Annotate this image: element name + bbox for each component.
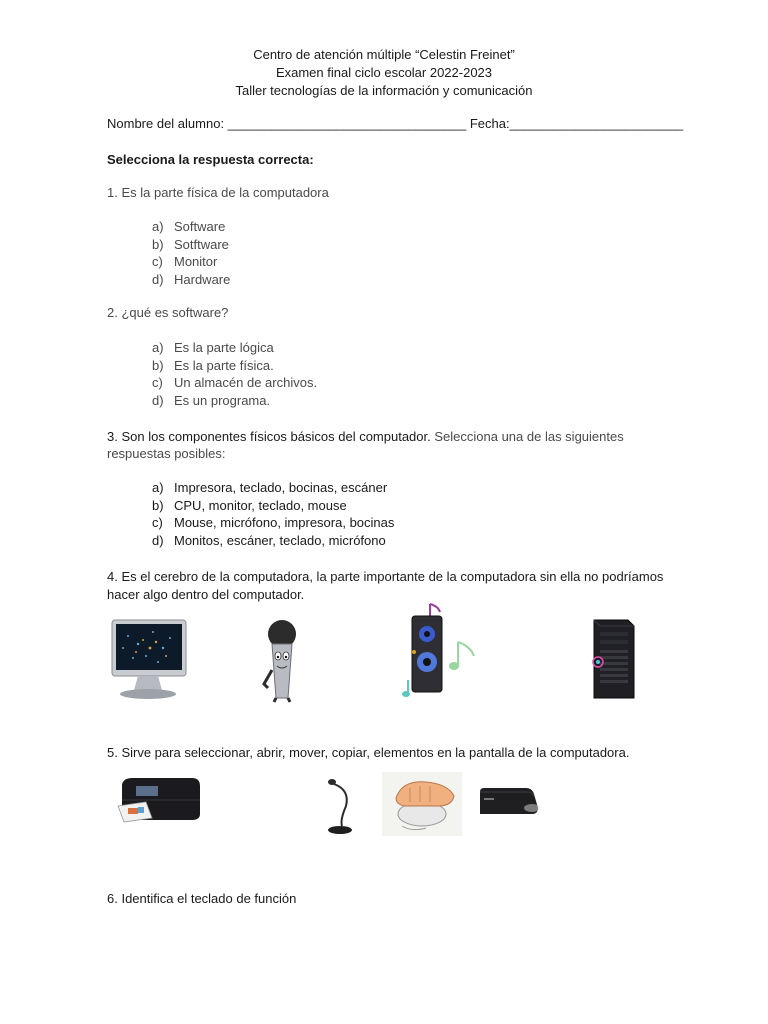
question-6: 6. Identifica el teclado de función — [107, 891, 297, 906]
question-5: 5. Sirve para seleccionar, abrir, mover, copiar, elementos en la pantalla de la computadora. — [107, 745, 630, 760]
option: c) Un almacén de archivos. — [152, 375, 318, 390]
school-name: Centro de atención múltiple “Celestin Freinet” — [253, 47, 515, 62]
question-3 — [107, 428, 624, 445]
question-3-instruction: Selecciona una de las siguientes — [430, 429, 624, 444]
option: d) Monitos, escáner, teclado, micrófono — [152, 532, 386, 548]
question-1: 1. Es la parte física de la computadora — [107, 185, 329, 200]
question-4-line-1: 4. Es el cerebro de la computadora, la parte importante de la computadora sin ella no podríamos — [107, 569, 664, 584]
exam-header — [0, 46, 768, 100]
question-3-text: 3. Son los componentes físicos básicos del computador. — [107, 429, 431, 444]
option: a) Software — [152, 219, 226, 234]
exam-title: Examen final ciclo escolar 2022-2023 — [275, 65, 493, 80]
option: b) Sotftware — [152, 236, 229, 252]
hand-mouse-image — [382, 772, 462, 836]
option: a) Es la parte lógica — [152, 340, 274, 355]
option: a) Impresora, teclado, bocinas, escáner — [152, 480, 388, 495]
question-2-options — [152, 339, 317, 409]
option: b) Es la parte física. — [152, 357, 274, 373]
question-4-line-2: hacer algo dentro del computador. — [107, 587, 305, 602]
student-name-date-line: Nombre del alumno: _________________________________ Fecha:________________________ — [107, 116, 684, 131]
printer-image — [116, 774, 204, 826]
option: b) CPU, monitor, teclado, mouse — [152, 497, 347, 513]
question-2: 2. ¿qué es software? — [107, 305, 229, 320]
cpu-tower-image — [586, 618, 638, 702]
option: d) Es un programa. — [152, 392, 271, 408]
speaker-music-image — [400, 600, 480, 704]
monitor-image — [108, 618, 188, 702]
option: c) Monitor — [152, 254, 218, 269]
microphone-character-image — [260, 618, 304, 704]
workshop-title: Taller tecnologías de la información y comunicación — [235, 83, 533, 98]
question-3-options — [152, 479, 394, 549]
option: c) Mouse, micrófono, impresora, bocinas — [152, 515, 395, 530]
keyboard-key-image — [476, 786, 542, 816]
desk-microphone-image — [320, 776, 360, 836]
option: d) Hardware — [152, 271, 231, 287]
instruction: Selecciona la respuesta correcta: — [107, 152, 314, 167]
question-1-options — [152, 218, 230, 288]
question-3-continuation: respuestas posibles: — [107, 446, 226, 461]
